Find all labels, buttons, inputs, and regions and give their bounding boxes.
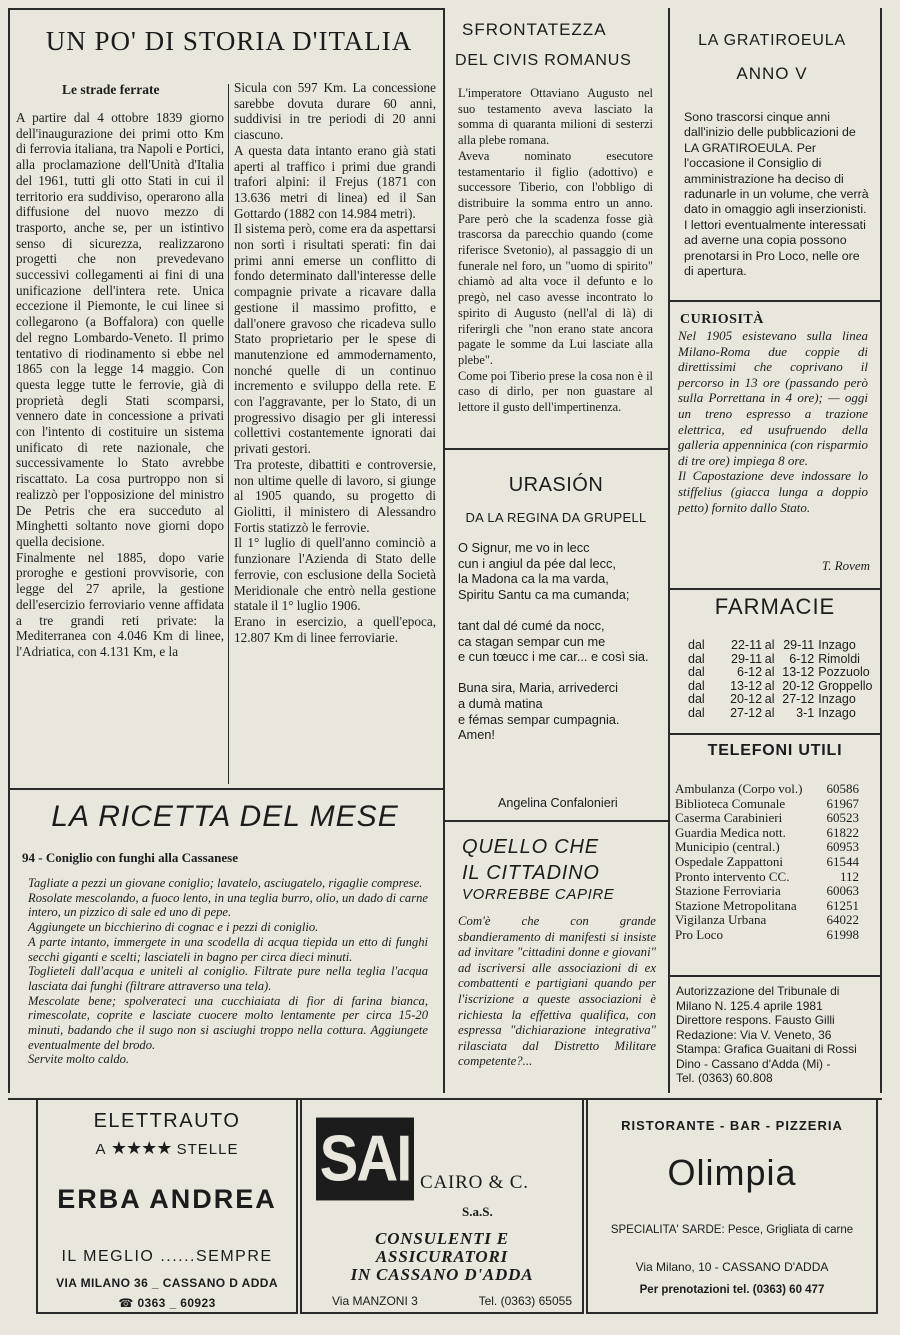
storia-paragraph: Tra proteste, dibattiti e controversie, non ultime quelle di lavoro, si giunge al 1905 quando, su progetto di Giolitti, il ministero di Alessandro Fortis statizzò le ferrovie.	[234, 456, 436, 535]
poem-line: e cun tœucc i me car... e così sia.	[458, 649, 649, 665]
storia-paragraph: Il sistema però, come era da aspettarsi non sortì i risultati sperati: fin dai primi anni emerse un conflitto di fondo determinato dall'interesse delle compagnie private a ricavare dalla gestione il massimo profitto, e dall'onere gravoso che ricadeva sullo Stato proprietario per le spese di manutenzione ed ammodernamento, nonché quelle di un continuo incremento e sviluppo della rete. E con l'aggravante, per lo Stato, di un progressivo disagio per gli interessi collettivi costantemente ignorati dai privati gestori.	[234, 221, 436, 457]
frame-left-rule	[8, 8, 10, 1093]
poem-line	[458, 665, 658, 681]
olimpia-spec: Pesce, Grigliata di carne	[727, 1224, 854, 1236]
rule-above-curiosita	[668, 300, 881, 302]
urasion-author: Angelina Confalonieri	[498, 796, 618, 810]
rule-above-ricetta	[8, 788, 444, 790]
sfrontatezza-paragraph: Aveva nominato esecutore testamentario il figlio (adottivo) e successore Tiberio, con l'obbligo di distribuire la somma entro un anno. Pare però che la scadenza fosse già trascorsa da parecchio quando (come riferisce Svetonio), al passaggio di un funerale nel foro, un "uomo di spirito" chiamò ad alta voce il defunto e lo pregò, nel caso avesse incontrato lo spirito di Augusto (nell'al di là) di riferirgli che "non erano state ancora pagate le somme da Lui lasciate alla plebe".	[458, 148, 653, 367]
storia-paragraph: Finalmente nel 1885, dopo varie proroghe e gestioni provvisorie, con legge del 27 aprile, la gestione dell'esercizio ferroviario venne affidata a tre grandi reti private: la Mediterranea con 4.046 Km di linee, l'Adriatica, con 4.131 Km, e la	[16, 549, 224, 659]
storia-column-2	[234, 80, 436, 770]
colophon-line: Stampa: Grafica Guaitani di Rossi Dino - Cassano d'Adda (Mi) -	[676, 1042, 857, 1071]
telefono-row: Pro Loco 61998	[675, 926, 859, 942]
telefoni-title: TELEFONI UTILI	[707, 742, 843, 759]
elettrauto-phone: 0363 _ 60923	[137, 1296, 216, 1310]
colophon-line: Direttore respons. Fausto Gilli	[676, 1013, 835, 1027]
elettrauto-name: ERBA ANDREA	[57, 1184, 277, 1214]
storia-title: UN PO' DI STORIA D'ITALIA	[45, 26, 413, 56]
rule-above-colophon	[668, 975, 881, 977]
sai-logo: SAI	[316, 1118, 414, 1201]
telefono-row: Ambulanza (Corpo vol.) 60586	[675, 781, 859, 796]
sai-sas: S.a.S.	[462, 1204, 493, 1219]
cittadino-title-3: VORREBBE CAPIRE	[462, 886, 615, 903]
telefono-row: Municipio (central.) 60953	[675, 839, 859, 855]
rule-above-urasion	[443, 448, 669, 450]
column-rule-3	[668, 8, 670, 1093]
stars-icon: ★★★★	[110, 1138, 172, 1158]
colophon-line: Autorizzazione del Tribunale di	[676, 984, 840, 998]
farmacia-row: dal 22-11 al 29-11 Inzago	[688, 638, 856, 652]
olimpia-spec-label: SPECIALITA' SARDE:	[610, 1224, 725, 1236]
ricetta-subtitle: 94 - Coniglio con funghi alla Cassanese	[22, 850, 238, 865]
column-rule-2	[443, 8, 445, 1093]
ricetta-title: LA RICETTA DEL MESE	[51, 800, 399, 833]
storia-column-rule	[228, 84, 229, 784]
sai-tagline-2: ASSICURATORI	[375, 1247, 509, 1266]
storia-column-1	[16, 110, 224, 785]
telefono-row: Pronto intervento CC. 112	[675, 868, 859, 884]
telefono-row: Caserma Carabinieri 60523	[675, 810, 859, 826]
cittadino-title	[462, 834, 662, 886]
poem-line: a dumà matina	[458, 695, 543, 711]
gratiroeula-title-2: ANNO V	[736, 64, 808, 83]
poem-line: la Madona ca la ma varda,	[458, 571, 609, 587]
poem-line: O Signur, me vo in lecc	[458, 540, 590, 555]
olimpia-booking: Per prenotazioni tel. (0363) 60 477	[639, 1284, 825, 1296]
elettrauto-title: ELETTRAUTO	[93, 1110, 241, 1132]
poem-line: Spiritu Santu ca ma cumanda;	[458, 586, 630, 602]
ricetta-step: Mescolate bene; spolverateci una cucchiaiata di fior di farina bianca, rimescolate, coprite e lasciate cuocere molto lentamente per circa 15-20 minuti, badando che il sugo non si asciughi troppo nella cottura. Aggiungete eventualmente del brodo.	[28, 993, 428, 1052]
sfrontatezza-title-1: SFRONTATEZZA	[462, 20, 607, 39]
sfrontatezza-paragraph: Come poi Tiberio prese la cosa non è il caso di dirlo, per non guastare al lettore il gusto dell'impertinenza.	[458, 368, 653, 415]
urasion-title: URASIÓN	[508, 474, 604, 496]
cittadino-title-1: QUELLO CHE	[462, 836, 599, 858]
poem-line: cun i angiul da pée dal lecc,	[458, 555, 616, 571]
ricetta-body	[28, 876, 428, 1091]
curiosita-paragraph: Il Capostazione deve indossare lo stiffelius (giacca lunga a doppio petto) fornito dallo Stato.	[678, 468, 868, 515]
storia-paragraph: A questa data intanto erano già stati aperti al traffico i primi due grandi trafori alpini: il Frejus (1871 con 13.636 metri di linea) ed il San Gottardo (1882 con 14.984 metri).	[234, 142, 436, 221]
colophon	[676, 984, 876, 1084]
curiosita-paragraph: Nel 1905 esistevano sulla linea Milano-Roma due coppie di direttissimi che coprivano il percorso in 13 ore (passando però sulla Porrettana in 4 ore); — oggi un treno espresso a trazione elettrica, ed usufruendo della galleria appenninica (con risparmio di tre ore) impiega 8 ore.	[678, 328, 868, 468]
farmacie-table	[688, 639, 878, 721]
olimpia-type: RISTORANTE - BAR - PIZZERIA	[621, 1118, 843, 1133]
olimpia-specialita	[588, 1224, 876, 1236]
colophon-line: Tel. (0363) 60.808	[676, 1071, 773, 1085]
elettrauto-stars-line	[38, 1138, 296, 1159]
sai-tagline	[302, 1230, 582, 1284]
storia-paragraph: A partire dal 4 ottobre 1839 giorno dell'inaugurazione dei primi otto Km di ferrovia italiana, tra Napoli e Portici, alla proclamazione dell'Unità d'Italia del 1961, tutti gli otto Stati in cui il territorio era suddiviso, operarono alla diffusione del nuovo mezzo di trasporto, anche se, per un istintivo senso di sicurezza, realizzarono progetti che non prevedevano successivi collegamenti ai fini di una unificazione dell'intera rete. Unica eccezione il Piemonte, le cui linee si collegarono (a Boffalora) con quelle del regno Lombardo-Veneto. Il primo tentativo di riodinamento si ebbe nel 1865 con la legge 14 maggio. Con questa legge tutte le ferrovie, già di proprietà degli Stati scomparsi, vennero date in concessione a privati con l'intento di costituire un sistema unificato di rete nazionale, che successivamente lo Stato avrebbe riscattato. La cosa purtroppo non si realizzò per l'opposizione del ministro De Petris che era succeduto al Minghetti soltanto nove giorni dopo quella decisione.	[16, 110, 224, 549]
gratiroeula-paragraph: I lettori eventualmente interessati ad averne una copia possono prenotarsi in Pro Loco, nelle ore di apertura.	[684, 217, 866, 279]
storia-subtitle: Le strade ferrate	[62, 82, 160, 97]
storia-paragraph: Sicula con 597 Km. La concessione sarebbe dovuta durare 60 anni, suddivisi in tre periodi di 20 anni ciascuno.	[234, 80, 436, 143]
curiosita-title: CURIOSITÀ	[680, 312, 764, 327]
farmacia-row: dal 20-12 al 27-12 Inzago	[688, 692, 856, 707]
curiosita-body	[678, 328, 868, 556]
cittadino-body: Com'è che con grande sbandieramento di manifesti si insiste ad invitare "cittadini donne e giovani" ad iscriversi alle associazioni di ex combattenti e partigiani quando per l'iscrizione a queste associazioni è richiesta la effettiva qualifica, con espressa "dichiarazione integrativa" rilasciata dal Distretto Militare competente?...	[458, 914, 656, 1069]
ad-elettrauto	[36, 1098, 298, 1314]
poem-line: Amen!	[458, 727, 495, 743]
sai-company: CAIRO & C.	[420, 1172, 529, 1193]
poem-line: e fémas sempar cumpagnia.	[458, 711, 620, 727]
telefoni-table	[675, 782, 859, 943]
sfrontatezza-body	[458, 86, 653, 432]
poem-line: ca stagan sempar cun me	[458, 633, 606, 649]
olimpia-address: Via Milano, 10 - CASSANO D'ADDA	[635, 1260, 829, 1274]
olimpia-name: Olimpia	[667, 1152, 797, 1193]
frame-right-rule	[880, 8, 882, 1093]
telefono-row: Ospedale Zappattoni 61544	[675, 853, 859, 869]
elettrauto-phone-line	[38, 1296, 296, 1310]
ad-olimpia	[586, 1098, 878, 1314]
telefono-row: Stazione Ferroviaria 60063	[675, 883, 859, 899]
storia-paragraph: Erano in esercizio, a quell'epoca, 12.807 Km di linee ferroviarie.	[234, 613, 436, 645]
poem-line	[458, 602, 658, 618]
ad-sai	[300, 1098, 584, 1314]
farmacia-row: dal 6-12 al 13-12 Pozzuolo	[688, 665, 870, 680]
sai-address: Via MANZONI 3	[332, 1294, 418, 1308]
telefono-row: Vigilanza Urbana 64022	[675, 912, 859, 928]
curiosita-author: T. Rovem	[821, 558, 870, 573]
telefono-row: Biblioteca Comunale 61967	[675, 795, 859, 811]
sfrontatezza-title-2: DEL CIVIS ROMANUS	[455, 52, 632, 69]
urasion-subtitle: DA LA REGINA DA GRUPELL	[465, 510, 647, 525]
ricetta-step: Tagliate a pezzi un giovane coniglio; lavatelo, asciugatelo, rigaglie comprese.	[28, 876, 423, 890]
elettrauto-slogan: IL MEGLIO ......SEMPRE	[61, 1248, 273, 1265]
sfrontatezza-paragraph: L'imperatore Ottaviano Augusto nel suo testamento aveva lasciato la somma di quaranta milioni di sesterzi alla plebe romana.	[458, 86, 653, 148]
sai-contact	[332, 1294, 572, 1308]
rule-above-farmacie	[668, 588, 881, 590]
storia-paragraph: Il 1° luglio di quell'anno cominciò a funzionare l'Azienda di Stato delle ferrovie, con esclusione della Società Meridionale che entrò nella gestione statale il 1° luglio 1906.	[234, 535, 436, 614]
cittadino-title-2: IL CITTADINO	[462, 862, 600, 884]
phone-icon: ☎	[118, 1296, 134, 1310]
farmacia-row: dal 29-11 al 6-12 Rimoldi	[688, 651, 860, 666]
sai-tagline-3: IN CASSANO D'ADDA	[350, 1265, 534, 1284]
ricetta-step: A parte intanto, immergete in una scodella di acqua tiepida un etto di funghi secchi giganti e scelti; lasciateli in bagno per circa dieci minuti.	[28, 934, 428, 964]
sai-tagline-1: CONSULENTI E	[375, 1229, 509, 1248]
elettrauto-stelle: STELLE	[176, 1141, 239, 1158]
ricetta-step: Rosolate mescolando, a fuoco lento, in una teglia burro, olio, un dado di carne intero, un pizzico di sale ed uno di pepe.	[28, 890, 428, 920]
elettrauto-a: A	[95, 1141, 106, 1158]
gratiroeula-paragraph: Sono trascorsi cinque anni dall'inizio delle pubblicazioni de LA GRATIROEULA. Per l'occasione il Consiglio di amministrazione ha deciso di radunarle in un volume, che verrà dato in omaggio agli inserzionisti.	[684, 110, 869, 217]
gratiroeula-body	[684, 110, 872, 279]
telefono-row: Stazione Metropolitana 61251	[675, 897, 859, 913]
ricetta-step: Toglieteli dall'acqua e uniteli al coniglio. Filtrate pure nella teglia l'acqua lasciata dai funghi (filtrare attraverso una tela).	[28, 964, 428, 993]
rule-above-telefoni	[668, 733, 881, 735]
colophon-line: Redazione: Via V. Veneto, 36	[676, 1027, 832, 1042]
farmacie-title: FARMACIE	[714, 594, 836, 619]
ricetta-step: Aggiungete un bicchierino di cognac e i pezzi di coniglio.	[28, 920, 319, 935]
colophon-line: Milano N. 125.4 aprile 1981	[676, 998, 823, 1013]
telefono-row: Guardia Medica nott. 61822	[675, 824, 859, 840]
poem-line: Buna sira, Maria, arrivederci	[458, 680, 619, 696]
farmacia-row: dal 27-12 al 3-1 Inzago	[688, 705, 856, 720]
urasion-poem	[458, 540, 658, 780]
rule-above-cittadino	[443, 820, 669, 822]
elettrauto-address: VIA MILANO 36 _ CASSANO D ADDA	[56, 1276, 278, 1290]
frame-top-rule	[8, 8, 444, 10]
gratiroeula-title-1: LA GRATIROEULA	[698, 32, 846, 49]
poem-line: tant dal dé cumé da nocc,	[458, 617, 605, 633]
farmacia-row: dal 13-12 al 20-12 Groppello	[688, 678, 873, 693]
sai-phone: Tel. (0363) 65055	[478, 1294, 572, 1308]
ricetta-step: Servite molto caldo.	[28, 1052, 130, 1067]
